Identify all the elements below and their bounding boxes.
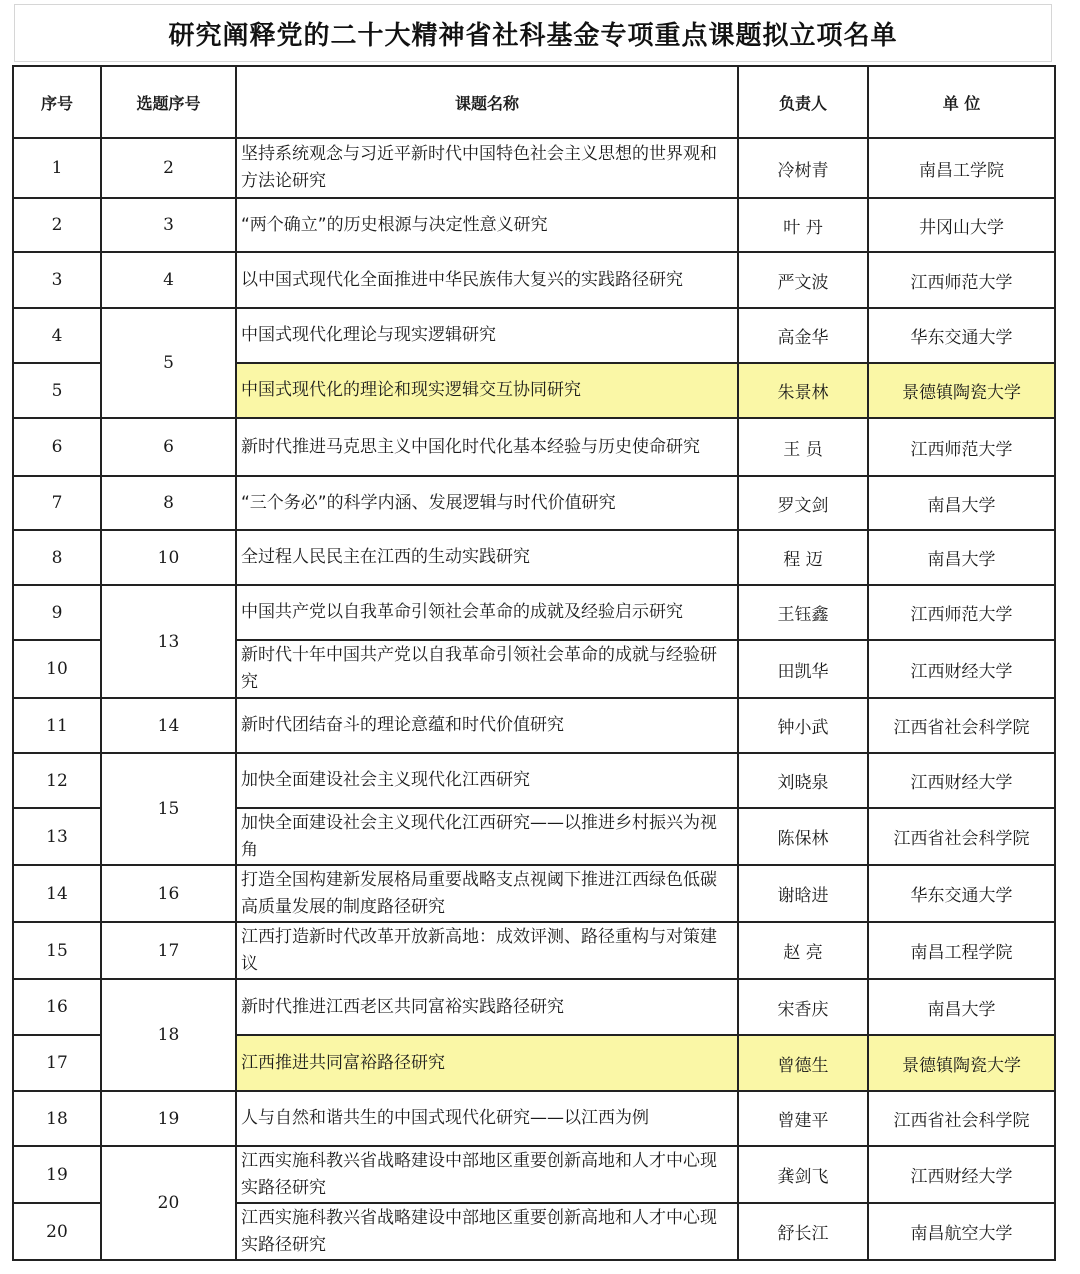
seq-cell: 8 xyxy=(13,530,101,585)
header-leader: 负责人 xyxy=(738,66,868,138)
topic-name-cell: 中国式现代化的理论和现实逻辑交互协同研究 xyxy=(236,363,738,418)
leader-cell: 舒长江 xyxy=(738,1203,868,1260)
topic-name-cell: 人与自然和谐共生的中国式现代化研究——以江西为例 xyxy=(236,1091,738,1146)
leader-cell: 高金华 xyxy=(738,308,868,363)
seq-cell: 20 xyxy=(13,1203,101,1260)
unit-cell: 景德镇陶瓷大学 xyxy=(868,1035,1055,1091)
topic-name-cell: 中国式现代化理论与现实逻辑研究 xyxy=(236,308,738,363)
table-row xyxy=(13,585,1055,640)
leader-cell: 龚剑飞 xyxy=(738,1146,868,1203)
leader-cell: 王 员 xyxy=(738,418,868,476)
seq-cell: 9 xyxy=(13,585,101,640)
unit-cell: 南昌大学 xyxy=(868,530,1055,585)
topic-name-cell: 新时代推进江西老区共同富裕实践路径研究 xyxy=(236,979,738,1035)
seq-cell: 4 xyxy=(13,308,101,363)
leader-cell: 刘晓泉 xyxy=(738,753,868,808)
table-row xyxy=(13,1091,1055,1146)
seq-cell: 5 xyxy=(13,363,101,418)
table-header-row xyxy=(13,66,1055,138)
leader-cell: 程 迈 xyxy=(738,530,868,585)
topic-name-cell: “两个确立”的历史根源与决定性意义研究 xyxy=(236,198,738,252)
leader-cell: 谢晗进 xyxy=(738,865,868,922)
topic-seq-cell: 18 xyxy=(101,979,236,1091)
table-row xyxy=(13,198,1055,252)
seq-cell: 14 xyxy=(13,865,101,922)
seq-cell: 18 xyxy=(13,1091,101,1146)
unit-cell: 江西财经大学 xyxy=(868,640,1055,698)
topic-seq-cell: 15 xyxy=(101,753,236,865)
table-row xyxy=(13,308,1055,363)
seq-cell: 2 xyxy=(13,198,101,252)
seq-cell: 11 xyxy=(13,698,101,753)
unit-cell: 江西师范大学 xyxy=(868,585,1055,640)
topic-name-cell: 坚持系统观念与习近平新时代中国特色社会主义思想的世界观和方法论研究 xyxy=(236,138,738,198)
table-row xyxy=(13,753,1055,808)
leader-cell: 赵 亮 xyxy=(738,922,868,979)
topic-seq-cell: 20 xyxy=(101,1146,236,1260)
topic-name-cell: 加快全面建设社会主义现代化江西研究 xyxy=(236,753,738,808)
topic-name-cell: 新时代十年中国共产党以自我革命引领社会革命的成就与经验研究 xyxy=(236,640,738,698)
seq-cell: 10 xyxy=(13,640,101,698)
leader-cell: 宋香庆 xyxy=(738,979,868,1035)
topic-name-cell: 中国共产党以自我革命引领社会革命的成就及经验启示研究 xyxy=(236,585,738,640)
leader-cell: 罗文剑 xyxy=(738,476,868,530)
seq-cell: 13 xyxy=(13,808,101,865)
seq-cell: 19 xyxy=(13,1146,101,1203)
topic-seq-cell: 8 xyxy=(101,476,236,530)
unit-cell: 南昌大学 xyxy=(868,476,1055,530)
header-unit: 单 位 xyxy=(868,66,1055,138)
unit-cell: 江西省社会科学院 xyxy=(868,698,1055,753)
table-row xyxy=(13,530,1055,585)
seq-cell: 16 xyxy=(13,979,101,1035)
unit-cell: 华东交通大学 xyxy=(868,865,1055,922)
seq-cell: 3 xyxy=(13,252,101,308)
table-row xyxy=(13,698,1055,753)
topic-seq-cell: 4 xyxy=(101,252,236,308)
leader-cell: 叶 丹 xyxy=(738,198,868,252)
leader-cell: 王钰鑫 xyxy=(738,585,868,640)
topic-seq-cell: 16 xyxy=(101,865,236,922)
unit-cell: 南昌大学 xyxy=(868,979,1055,1035)
header-seq: 序号 xyxy=(13,66,101,138)
leader-cell: 曾德生 xyxy=(738,1035,868,1091)
topic-name-cell: 加快全面建设社会主义现代化江西研究——以推进乡村振兴为视角 xyxy=(236,808,738,865)
project-table xyxy=(12,65,1056,1261)
topic-name-cell: 江西实施科教兴省战略建设中部地区重要创新高地和人才中心现实路径研究 xyxy=(236,1203,738,1260)
unit-cell: 南昌工程学院 xyxy=(868,922,1055,979)
leader-cell: 钟小武 xyxy=(738,698,868,753)
topic-name-cell: 江西打造新时代改革开放新高地：成效评测、路径重构与对策建议 xyxy=(236,922,738,979)
topic-seq-cell: 5 xyxy=(101,308,236,418)
seq-cell: 6 xyxy=(13,418,101,476)
seq-cell: 17 xyxy=(13,1035,101,1091)
unit-cell: 江西省社会科学院 xyxy=(868,808,1055,865)
topic-seq-cell: 13 xyxy=(101,585,236,698)
table-row xyxy=(13,252,1055,308)
unit-cell: 华东交通大学 xyxy=(868,308,1055,363)
unit-cell: 江西财经大学 xyxy=(868,1146,1055,1203)
table-row xyxy=(13,476,1055,530)
topic-name-cell: “三个务必”的科学内涵、发展逻辑与时代价值研究 xyxy=(236,476,738,530)
unit-cell: 景德镇陶瓷大学 xyxy=(868,363,1055,418)
topic-seq-cell: 3 xyxy=(101,198,236,252)
topic-seq-cell: 10 xyxy=(101,530,236,585)
seq-cell: 1 xyxy=(13,138,101,198)
topic-seq-cell: 17 xyxy=(101,922,236,979)
seq-cell: 7 xyxy=(13,476,101,530)
unit-cell: 南昌航空大学 xyxy=(868,1203,1055,1260)
topic-seq-cell: 19 xyxy=(101,1091,236,1146)
leader-cell: 冷树青 xyxy=(738,138,868,198)
topic-name-cell: 江西推进共同富裕路径研究 xyxy=(236,1035,738,1091)
leader-cell: 严文波 xyxy=(738,252,868,308)
header-topic-seq: 选题序号 xyxy=(101,66,236,138)
topic-seq-cell: 6 xyxy=(101,418,236,476)
topic-name-cell: 打造全国构建新发展格局重要战略支点视阈下推进江西绿色低碳高质量发展的制度路径研究 xyxy=(236,865,738,922)
topic-name-cell: 江西实施科教兴省战略建设中部地区重要创新高地和人才中心现实路径研究 xyxy=(236,1146,738,1203)
topic-name-cell: 新时代团结奋斗的理论意蕴和时代价值研究 xyxy=(236,698,738,753)
leader-cell: 朱景林 xyxy=(738,363,868,418)
table-row xyxy=(13,922,1055,979)
unit-cell: 江西师范大学 xyxy=(868,418,1055,476)
page-title: 研究阐释党的二十大精神省社科基金专项重点课题拟立项名单 xyxy=(14,4,1052,62)
table-row xyxy=(13,865,1055,922)
table-row xyxy=(13,1146,1055,1203)
seq-cell: 15 xyxy=(13,922,101,979)
unit-cell: 南昌工学院 xyxy=(868,138,1055,198)
table-row xyxy=(13,979,1055,1035)
leader-cell: 曾建平 xyxy=(738,1091,868,1146)
header-topic-name: 课题名称 xyxy=(236,66,738,138)
topic-name-cell: 以中国式现代化全面推进中华民族伟大复兴的实践路径研究 xyxy=(236,252,738,308)
unit-cell: 井冈山大学 xyxy=(868,198,1055,252)
unit-cell: 江西财经大学 xyxy=(868,753,1055,808)
leader-cell: 陈保林 xyxy=(738,808,868,865)
unit-cell: 江西省社会科学院 xyxy=(868,1091,1055,1146)
topic-seq-cell: 14 xyxy=(101,698,236,753)
table-row xyxy=(13,138,1055,198)
seq-cell: 12 xyxy=(13,753,101,808)
topic-seq-cell: 2 xyxy=(101,138,236,198)
topic-name-cell: 全过程人民民主在江西的生动实践研究 xyxy=(236,530,738,585)
unit-cell: 江西师范大学 xyxy=(868,252,1055,308)
table-body xyxy=(13,138,1055,1260)
table-row xyxy=(13,418,1055,476)
leader-cell: 田凯华 xyxy=(738,640,868,698)
topic-name-cell: 新时代推进马克思主义中国化时代化基本经验与历史使命研究 xyxy=(236,418,738,476)
